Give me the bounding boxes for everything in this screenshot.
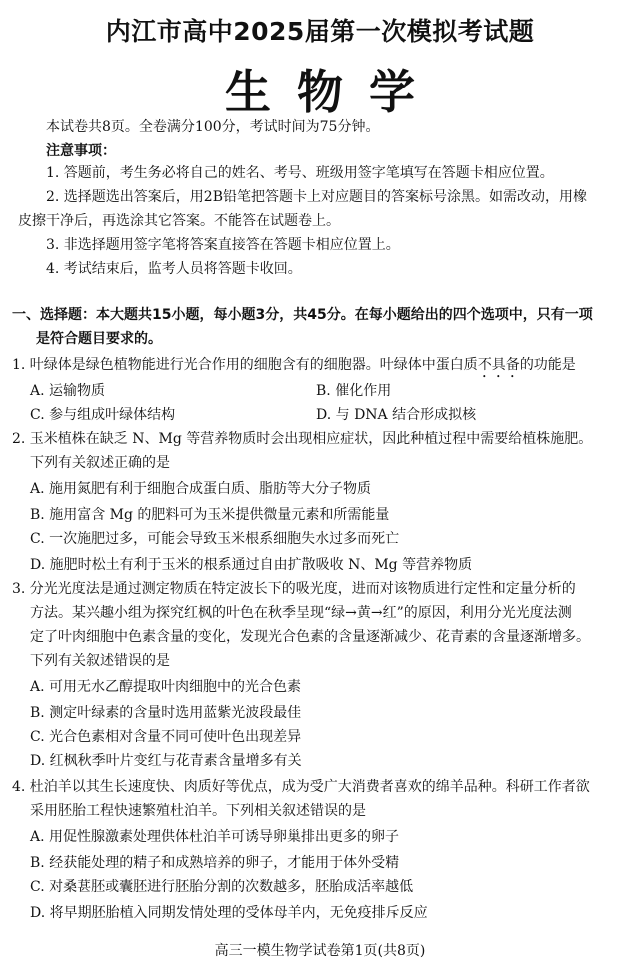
question-stem-text: 的功能是 — [519, 357, 576, 373]
notice-item: 4. 考试结束后，监考人员将答题卡收回。 — [46, 261, 302, 277]
page-footer: 高三一模生物学试卷第1页(共8页) — [214, 943, 426, 959]
subject-title: 生物学 — [225, 65, 441, 119]
notice-item: 2. 选择题选出答案后，用2B铅笔把答题卡上对应题目的答案标号涂黑。如需改动，用橡 — [46, 189, 588, 205]
option-a: A. 可用无水乙醇提取叶肉细胞中的光合色素 — [30, 679, 302, 695]
option-a: A. 运输物质 — [30, 383, 106, 399]
section-heading-cont: 是符合题目要求的。 — [36, 331, 162, 347]
option-a: A. 用促性腺激素处理供体杜泊羊可诱导卵巢排出更多的卵子 — [30, 829, 400, 845]
option-d: D. 与 DNA 结合形成拟核 — [316, 407, 477, 423]
question-stem-text: 1. 叶绿体是绿色植物能进行光合作用的细胞含有的细胞器。叶绿体中蛋白质 — [12, 357, 478, 373]
exam-intro: 本试卷共8页。全卷满分100分，考试时间为75分钟。 — [46, 119, 380, 135]
question-stem: 采用胚胎工程快速繁殖杜泊羊。下列相关叙述错误的是 — [30, 803, 366, 819]
notice-item: 皮擦干净后，再选涂其它答案。不能答在试题卷上。 — [18, 213, 340, 229]
option-d: D. 红枫秋季叶片变红与花青素含量增多有关 — [30, 753, 302, 769]
exam-title: 内江市高中2025届第一次模拟考试题 — [105, 17, 535, 46]
question-stem: 3. 分光光度法是通过测定物质在特定波长下的吸光度，进而对该物质进行定性和定量分析的 — [12, 581, 576, 597]
question-stem: 下列有关叙述正确的是 — [30, 455, 170, 471]
question-stem — [12, 356, 576, 381]
option-a: A. 施用氮肥有利于细胞合成蛋白质、脂肪等大分子物质 — [30, 481, 372, 497]
option-c: C. 参与组成叶绿体结构 — [30, 407, 176, 423]
notice-heading: 注意事项： — [46, 143, 116, 159]
emphasized-text: 不具备 — [477, 357, 520, 373]
option-b: B. 经获能处理的精子和成熟培养的卵子，才能用于体外受精 — [30, 855, 400, 871]
question-stem: 定了叶肉细胞中色素含量的变化，发现光合色素的含量逐渐减少、花青素的含量逐渐增多。 — [30, 629, 590, 645]
option-d: D. 将早期胚胎植入同期发情处理的受体母羊内，无免疫排斥反应 — [30, 905, 428, 921]
option-b: B. 催化作用 — [316, 383, 392, 399]
notice-item: 3. 非选择题用签字笔将答案直接答在答题卡相应位置上。 — [46, 237, 400, 253]
option-c: C. 一次施肥过多，可能会导致玉米根系细胞失水过多而死亡 — [30, 531, 400, 547]
option-b: B. 测定叶绿素的含量时选用蓝紫光波段最佳 — [30, 705, 302, 721]
option-c: C. 对桑葚胚或囊胚进行胚胎分割的次数越多，胚胎成活率越低 — [30, 879, 414, 895]
question-stem: 方法。某兴趣小组为探究红枫的叶色在秋季呈现“绿→黄→红”的原因，利用分光光度法测 — [30, 605, 572, 621]
option-d: D. 施肥时松土有利于玉米的根系通过自由扩散吸收 N、Mg 等营养物质 — [30, 557, 473, 573]
option-c: C. 光合色素相对含量不同可使叶色出现差异 — [30, 729, 302, 745]
question-stem: 下列有关叙述错误的是 — [30, 653, 170, 669]
notice-item: 1. 答题前，考生务必将自己的姓名、考号、班级用签字笔填写在答题卡相应位置。 — [46, 165, 554, 181]
question-stem: 4. 杜泊羊以其生长速度快、肉质好等优点，成为受广大消费者喜欢的绵羊品种。科研工作者欲 — [12, 779, 590, 795]
option-b: B. 施用富含 Mg 的肥料可为玉米提供微量元素和所需能量 — [30, 507, 390, 523]
section-heading: 一、选择题：本大题共15小题，每小题3分，共45分。在每小题给出的四个选项中，只有一项 — [12, 307, 593, 323]
question-stem: 2. 玉米植株在缺乏 N、Mg 等营养物质时会出现相应症状，因此种植过程中需要给植株施肥。 — [12, 431, 593, 447]
